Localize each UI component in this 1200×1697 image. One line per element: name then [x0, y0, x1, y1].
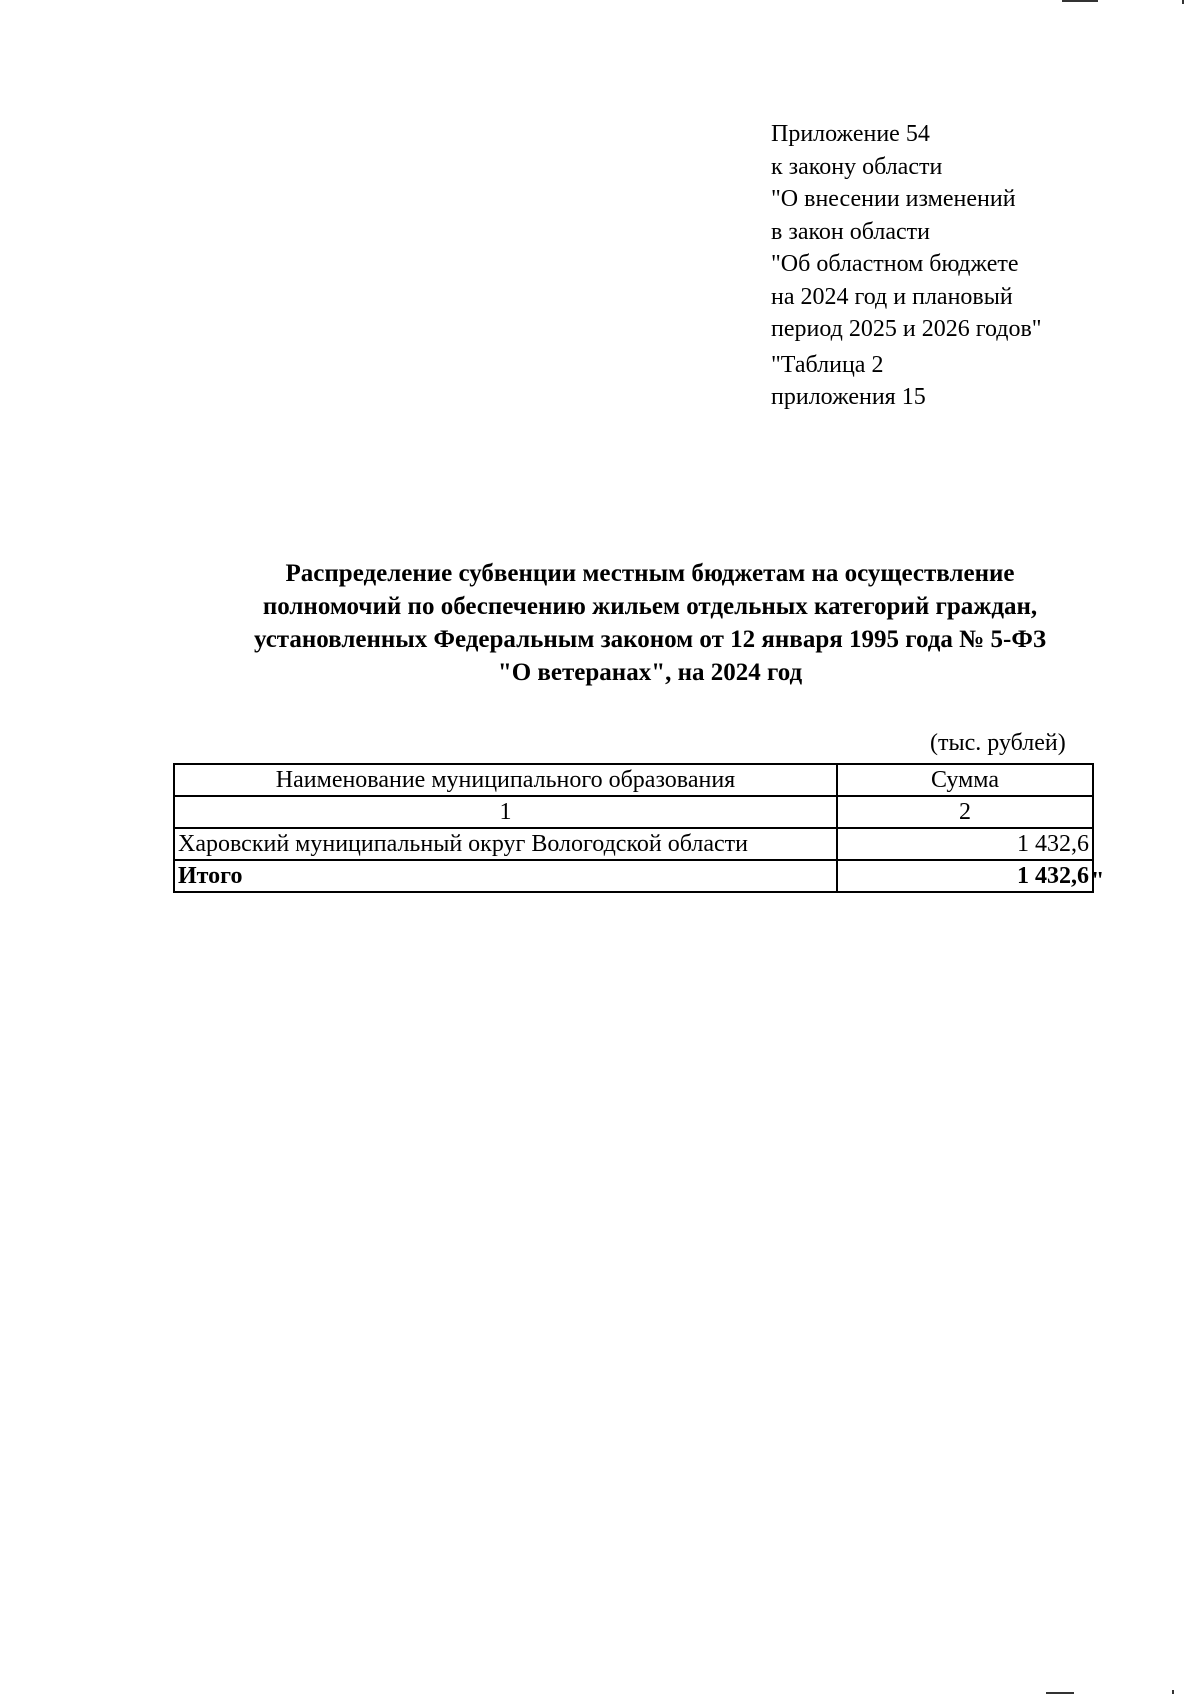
column-number-row: [174, 796, 1093, 828]
row-sum: 1 432,6: [837, 828, 1093, 860]
appendix-line: "Об областном бюджете: [771, 251, 1019, 277]
table-row: [174, 828, 1093, 860]
appendix-line: в закон области: [771, 218, 930, 245]
appendix-line: "Таблица 2: [771, 351, 884, 378]
row-name: Харовский муниципальный округ Вологодской области: [174, 828, 837, 860]
units-label: (тыс. рублей): [930, 730, 1066, 756]
title-line: Распределение субвенции местным бюджетам на осуществление: [285, 560, 1015, 587]
appendix-line: Приложение 54: [771, 121, 930, 147]
header-sum: Сумма: [837, 764, 1093, 796]
title-line: полномочий по обеспечению жильем отдельных категорий граждан,: [262, 593, 1038, 620]
total-sum: 1 432,6: [837, 860, 1093, 892]
appendix-reference: [771, 118, 1042, 414]
appendix-line: "О внесении изменений: [771, 186, 1016, 212]
appendix-line: к закону области: [771, 153, 943, 180]
total-label: Итого: [174, 860, 837, 892]
scan-mark: [1062, 0, 1098, 2]
table-header-row: [174, 764, 1093, 796]
appendix-line: на 2024 год и плановый: [771, 283, 1013, 310]
scan-mark: [1172, 1690, 1174, 1694]
title-line: "О ветеранах", на 2024 год: [497, 659, 803, 686]
title-line: установленных Федеральным законом от 12 января 1995 года № 5-ФЗ: [253, 626, 1047, 653]
column-number: 2: [837, 796, 1093, 828]
closing-quote: ": [1091, 868, 1105, 894]
appendix-line: приложения 15: [771, 384, 926, 410]
header-name: Наименование муниципального образования: [174, 764, 837, 796]
scan-mark: [1182, 0, 1184, 4]
column-number: 1: [174, 796, 837, 828]
scan-mark: [1046, 1692, 1074, 1694]
total-row: [174, 860, 1093, 892]
document-title: [130, 557, 1170, 689]
distribution-table: [173, 763, 1094, 893]
appendix-line: период 2025 и 2026 годов": [771, 316, 1042, 342]
